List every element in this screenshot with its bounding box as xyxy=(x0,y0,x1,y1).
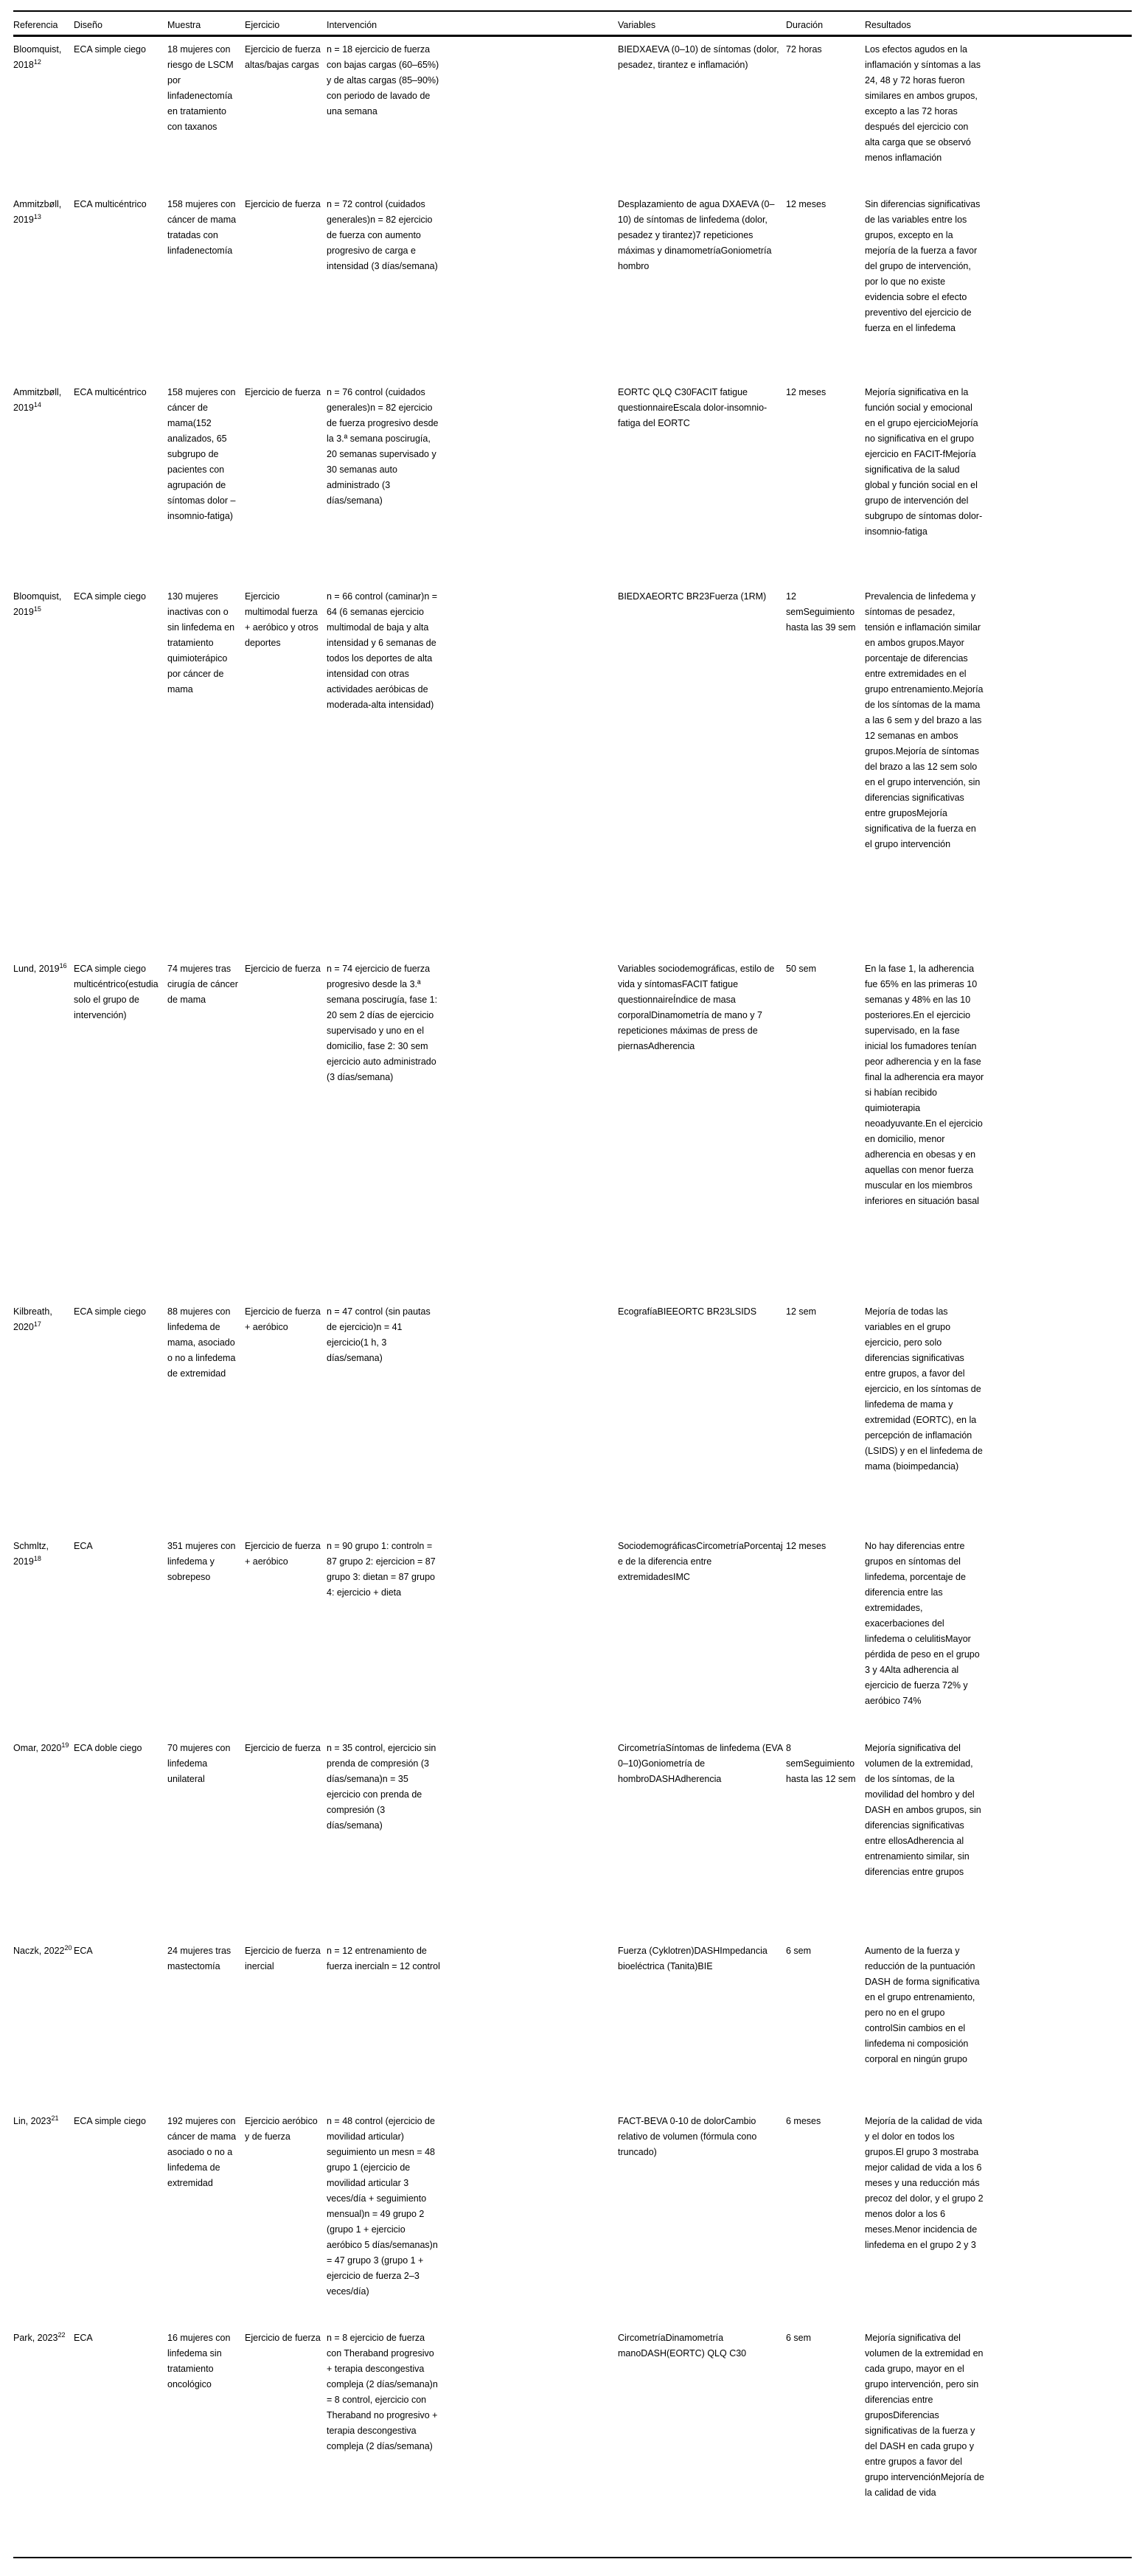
variables-text: SociodemográficasCircometríaPorcentaje de la diferencia entre extremidadesIMC xyxy=(618,1540,783,1582)
cell-muestra xyxy=(167,956,245,1299)
ejercicio-text: Ejercicio aeróbico y de fuerza xyxy=(245,2115,318,2142)
table-row xyxy=(13,956,1132,1299)
cell-referencia xyxy=(13,1299,74,1534)
intervencion-text: n = 90 grupo 1: controln = 87 grupo 2: ejercicion = 87 grupo 3: dietan = 87 grupo 4: ejercicio + dieta xyxy=(327,1540,436,1598)
table-row xyxy=(13,1938,1132,2109)
ejercicio-text: Ejercicio de fuerza + aeróbico xyxy=(245,1540,321,1567)
resultados-text: Los efectos agudos en la inflamación y síntomas a las 24, 48 y 72 horas fueron similares en ambos grupos, excepto a las 72 horas después del ejercicio con alta carga que se observó menos inflamación xyxy=(865,44,981,163)
intervencion-text: n = 48 control (ejercicio de movilidad articular) seguimiento un mesn = 48 grupo 1 (ejercicio de movilidad articular 3 veces/día + seguimiento mensual)n = 49 grupo 2 (grupo 1 + ejercicio aeróbico 5 días/semanas)n = 47 grupo 3 (grupo 1 + ejercicio de fuerza 2–3 veces/día) xyxy=(327,2115,438,2297)
muestra-text: 24 mujeres tras mastectomía xyxy=(167,1945,232,1971)
cell-variables xyxy=(618,1534,786,1736)
muestra-text: 158 mujeres con cáncer de mama tratadas con linfadenectomía xyxy=(167,198,237,256)
muestra-text: 18 mujeres con riesgo de LSCM por linfadenectomía en tratamiento con taxanos xyxy=(167,44,234,132)
cell-variables xyxy=(618,2109,786,2325)
cell-intervencion xyxy=(327,192,618,380)
cell-resultados xyxy=(865,192,1132,380)
cell-resultados xyxy=(865,584,1132,956)
variables-text: CircometríaDinamometría manoDASH(EORTC) QLQ C30 xyxy=(618,2332,747,2359)
variables-text: Fuerza (Cyklotren)DASHImpedancia bioeléctrica (Tanita)BIE xyxy=(618,1945,768,1971)
cell-referencia xyxy=(13,1534,74,1736)
resultados-text: Mejoría significativa del volumen de la extremidad en cada grupo, mayor en el grupo intervención, pero sin diferencias entre gruposDiferencias significativas de la fuerza y del DASH en cada grupo y entre grupos a favor del grupo intervenciónMejoría de la calidad de vida xyxy=(865,2332,984,2498)
column-header-duracion xyxy=(786,11,865,36)
column-header-label: Duración xyxy=(786,20,824,30)
cell-referencia xyxy=(13,1736,74,1938)
muestra-text: 158 mujeres con cáncer de mama(152 analizados, 65 subgrupo de pacientes con agrupación de síntomas dolor – insomnio-fatiga) xyxy=(167,386,236,521)
cell-variables xyxy=(618,2325,786,2558)
variables-text: Variables sociodemográficas, estilo de vida y síntomasFACIT fatigue questionnaireÍndice de masa corporalDinamometría de mano y 7 repeticiones máximas de press de piernasAdherencia xyxy=(618,963,775,1051)
cell-duracion xyxy=(786,1534,865,1736)
reference-superscript: 21 xyxy=(51,2114,59,2122)
cell-muestra xyxy=(167,1736,245,1938)
diseno-text: ECA simple ciego xyxy=(74,44,146,55)
referencia-text: Bloomquist, 2019$^{15}$ xyxy=(13,591,62,617)
column-header-referencia xyxy=(13,11,74,36)
cell-diseno xyxy=(74,192,167,380)
cell-referencia xyxy=(13,2109,74,2325)
ejercicio-text: Ejercicio de fuerza xyxy=(245,386,321,397)
cell-variables xyxy=(618,956,786,1299)
table-row xyxy=(13,2325,1132,2558)
column-header-ejercicio xyxy=(245,11,327,36)
table-row xyxy=(13,380,1132,584)
column-header-variables xyxy=(618,11,786,36)
ejercicio-text: Ejercicio de fuerza xyxy=(245,198,321,209)
cell-ejercicio xyxy=(245,2325,327,2558)
diseno-text: ECA multicéntrico xyxy=(74,198,147,209)
table-head xyxy=(13,11,1132,36)
referencia-text: Schmltz, 2019$^{18}$ xyxy=(13,1540,49,1567)
cell-referencia xyxy=(13,192,74,380)
table-row xyxy=(13,1534,1132,1736)
column-header-label: Referencia xyxy=(13,20,58,30)
cell-diseno xyxy=(74,1534,167,1736)
cell-diseno xyxy=(74,380,167,584)
reference-superscript: 22 xyxy=(58,2330,66,2339)
column-header-label: Diseño xyxy=(74,20,102,30)
cell-muestra xyxy=(167,1938,245,2109)
muestra-text: 70 mujeres con linfedema unilateral xyxy=(167,1742,231,1784)
cell-muestra xyxy=(167,36,245,192)
cell-ejercicio xyxy=(245,36,327,192)
cell-duracion xyxy=(786,192,865,380)
cell-diseno xyxy=(74,584,167,956)
resultados-text: Mejoría de todas las variables en el grupo ejercicio, pero solo diferencias significativas entre grupos, a favor del ejercicio, en los síntomas de linfedema de mama y extremidad (EORTC), en la percepción de inflamación (LSIDS) y en el linfedema de mama (bioimpedancia) xyxy=(865,1306,983,1472)
duracion-text: 12 semSeguimiento hasta las 39 sem xyxy=(786,591,856,633)
cell-variables xyxy=(618,36,786,192)
muestra-text: 192 mujeres con cáncer de mama asociado o no a linfedema de extremidad xyxy=(167,2115,237,2188)
ejercicio-text: Ejercicio de fuerza + aeróbico xyxy=(245,1306,321,1332)
cell-intervencion xyxy=(327,1736,618,1938)
resultados-text: No hay diferencias entre grupos en síntomas del linfedema, porcentaje de diferencia entre las extremidades, exacerbaciones del linfedema o celulitisMayor pérdida de peso en el grupo 3 y 4Alta adherencia al ejercicio de fuerza 72% y aeróbico 74% xyxy=(865,1540,980,1706)
cell-resultados xyxy=(865,956,1132,1299)
muestra-text: 16 mujeres con linfedema sin tratamiento oncológico xyxy=(167,2332,231,2389)
diseno-text: ECA multicéntrico xyxy=(74,386,147,397)
resultados-text: Mejoría significativa en la función social y emocional en el grupo ejercicioMejoría no significativa en el grupo ejercicio en FACIT-fMejoría significativa de la salud global y función social en el grupo de intervención del subgrupo de síntomas dolor-insomnio-fatiga xyxy=(865,386,983,537)
muestra-text: 130 mujeres inactivas con o sin linfedema en tratamiento quimioterápico por cáncer de mama xyxy=(167,591,235,695)
cell-duracion xyxy=(786,2325,865,2558)
reference-superscript: 13 xyxy=(33,212,41,220)
intervencion-text: n = 72 control (cuidados generales)n = 82 ejercicio de fuerza con aumento progresivo de carga e intensidad (3 días/semana) xyxy=(327,198,438,271)
referencia-text: Lund, 2019$^{16}$ xyxy=(13,961,67,974)
cell-ejercicio xyxy=(245,1938,327,2109)
ejercicio-text: Ejercicio de fuerza inercial xyxy=(245,1945,321,1971)
reference-superscript: 18 xyxy=(33,1554,41,1562)
muestra-text: 88 mujeres con linfedema de mama, asociado o no a linfedema de extremidad xyxy=(167,1306,236,1379)
cell-intervencion xyxy=(327,1534,618,1736)
referencia-text: Omar, 2020$^{19}$ xyxy=(13,1741,69,1753)
cell-muestra xyxy=(167,2109,245,2325)
duracion-text: 6 sem xyxy=(786,2332,812,2343)
ejercicio-text: Ejercicio de fuerza altas/bajas cargas xyxy=(245,44,321,70)
variables-text: BIEDXAEVA (0–10) de síntomas (dolor, pesadez, tirantez e inflamación) xyxy=(618,44,779,70)
duracion-text: 6 meses xyxy=(786,2115,821,2126)
column-header-resultados xyxy=(865,11,1132,36)
referencia-text: Lin, 2023$^{21}$ xyxy=(13,2114,59,2126)
variables-text: FACT-BEVA 0-10 de dolorCambio relativo de volumen (fórmula cono truncado) xyxy=(618,2115,757,2157)
table-row xyxy=(13,1736,1132,1938)
referencia-text: Ammitzbøll, 2019$^{14}$ xyxy=(13,386,62,413)
diseno-text: ECA xyxy=(74,1540,93,1551)
duracion-text: 12 meses xyxy=(786,386,826,397)
intervencion-text: n = 8 ejercicio de fuerza con Theraband progresivo + terapia descongestiva compleja (2 días/semana)n = 8 control, ejercicio con Theraband no progresivo + terapia descongestiva compleja (2 días/semana) xyxy=(327,2332,438,2451)
cell-diseno xyxy=(74,1299,167,1534)
duracion-text: 72 horas xyxy=(786,44,822,55)
referencia-text: Ammitzbøll, 2019$^{13}$ xyxy=(13,198,62,225)
table-row xyxy=(13,1299,1132,1534)
cell-duracion xyxy=(786,380,865,584)
cell-ejercicio xyxy=(245,192,327,380)
cell-resultados xyxy=(865,2109,1132,2325)
diseno-text: ECA simple ciego xyxy=(74,1306,146,1317)
column-header-label: Muestra xyxy=(167,20,201,30)
column-header-intervencion xyxy=(327,11,618,36)
intervencion-text: n = 66 control (caminar)n = 64 (6 semanas ejercicio multimodal de baja y alta intensidad y 6 semanas de todos los deportes de alta intensidad con otras actividades aeróbicas de moderada-alta intensidad) xyxy=(327,591,438,710)
ejercicio-text: Ejercicio de fuerza xyxy=(245,2332,321,2343)
diseno-text: ECA simple ciego multicéntrico(estudia solo el grupo de intervención) xyxy=(74,963,159,1020)
resultados-text: Prevalencia de linfedema y síntomas de pesadez, tensión e inflamación similar en ambos grupos.Mayor porcentaje de diferencias entre extremidades en el grupo entrenamiento.Mejoría de los síntomas de la mama a las 6 sem y del brazo a las 12 semanas en ambos grupos.Mejoría de síntomas del brazo a las 12 sem solo en el grupo intervención, sin diferencias significativas entre gruposMejoría significativa de la fuerza en el grupo intervención xyxy=(865,591,984,849)
duracion-text: 12 sem xyxy=(786,1306,816,1317)
cell-intervencion xyxy=(327,1938,618,2109)
diseno-text: ECA xyxy=(74,2332,93,2343)
cell-duracion xyxy=(786,956,865,1299)
diseno-text: ECA doble ciego xyxy=(74,1742,142,1753)
cell-ejercicio xyxy=(245,956,327,1299)
variables-text: BIEDXAEORTC BR23Fuerza (1RM) xyxy=(618,591,767,602)
cell-variables xyxy=(618,192,786,380)
intervencion-text: n = 47 control (sin pautas de ejercicio)n = 41 ejercicio(1 h, 3 días/semana) xyxy=(327,1306,431,1363)
cell-duracion xyxy=(786,1938,865,2109)
cell-intervencion xyxy=(327,956,618,1299)
reference-superscript: 16 xyxy=(59,961,67,970)
studies-table xyxy=(13,10,1132,2558)
cell-resultados xyxy=(865,1736,1132,1938)
column-header-label: Resultados xyxy=(865,20,911,30)
cell-ejercicio xyxy=(245,1534,327,1736)
resultados-text: En la fase 1, la adherencia fue 65% en las primeras 10 semanas y 48% en las 10 posteriores.En el ejercicio supervisado, en la fase inicial los fumadores tenían peor adherencia y en la fase final la adherencia era mayor si habían recibido quimioterapia neoadyuvante.En el ejercicio en domicilio, menor adherencia en obesas y en aquellas con menor fuerza muscular en los miembros inferiores en situación basal xyxy=(865,963,984,1206)
duracion-text: 12 meses xyxy=(786,1540,826,1551)
cell-diseno xyxy=(74,956,167,1299)
resultados-text: Mejoría significativa del volumen de la extremidad, de los síntomas, de la movilidad del hombro y del DASH en ambos grupos, sin diferencias significativas entre ellosAdherencia al entrenamiento similar, sin diferencias entre grupos xyxy=(865,1742,981,1877)
cell-intervencion xyxy=(327,380,618,584)
cell-muestra xyxy=(167,584,245,956)
cell-resultados xyxy=(865,1299,1132,1534)
cell-diseno xyxy=(74,2325,167,2558)
column-header-label: Variables xyxy=(618,20,656,30)
cell-referencia xyxy=(13,584,74,956)
cell-intervencion xyxy=(327,2325,618,2558)
reference-superscript: 15 xyxy=(33,605,41,613)
cell-intervencion xyxy=(327,1299,618,1534)
referencia-text: Park, 2023$^{22}$ xyxy=(13,2330,66,2343)
cell-muestra xyxy=(167,1299,245,1534)
cell-variables xyxy=(618,1938,786,2109)
cell-duracion xyxy=(786,1299,865,1534)
intervencion-text: n = 76 control (cuidados generales)n = 82 ejercicio de fuerza progresivo desde la 3.ª semana poscirugía, 20 semanas supervisado y 30 semanas auto administrado (3 días/semana) xyxy=(327,386,439,506)
table-row xyxy=(13,584,1132,956)
cell-duracion xyxy=(786,584,865,956)
cell-muestra xyxy=(167,2325,245,2558)
cell-referencia xyxy=(13,956,74,1299)
ejercicio-text: Ejercicio de fuerza xyxy=(245,1742,321,1753)
muestra-text: 351 mujeres con linfedema y sobrepeso xyxy=(167,1540,236,1582)
cell-diseno xyxy=(74,1938,167,2109)
cell-intervencion xyxy=(327,36,618,192)
column-header-muestra xyxy=(167,11,245,36)
cell-ejercicio xyxy=(245,2109,327,2325)
cell-variables xyxy=(618,1736,786,1938)
duracion-text: 6 sem xyxy=(786,1945,812,1956)
cell-resultados xyxy=(865,36,1132,192)
variables-text: EcografíaBIEEORTC BR23LSIDS xyxy=(618,1306,757,1317)
cell-resultados xyxy=(865,380,1132,584)
ejercicio-text: Ejercicio multimodal fuerza + aeróbico y otros deportes xyxy=(245,591,319,648)
cell-muestra xyxy=(167,1534,245,1736)
resultados-text: Sin diferencias significativas de las variables entre los grupos, excepto en la mejoría de la fuerza a favor del grupo de intervención, por lo que no existe evidencia sobre el efecto preventivo del ejercicio de fuerza en el linfedema xyxy=(865,198,981,333)
cell-ejercicio xyxy=(245,380,327,584)
table-row xyxy=(13,192,1132,380)
diseno-text: ECA simple ciego xyxy=(74,591,146,602)
cell-referencia xyxy=(13,1938,74,2109)
duracion-text: 50 sem xyxy=(786,963,816,974)
cell-variables xyxy=(618,584,786,956)
cell-referencia xyxy=(13,2325,74,2558)
variables-text: EORTC QLQ C30FACIT fatigue questionnaireEscala dolor-insomnio-fatiga del EORTC xyxy=(618,386,768,428)
cell-resultados xyxy=(865,1534,1132,1736)
cell-diseno xyxy=(74,2109,167,2325)
intervencion-text: n = 35 control, ejercicio sin prenda de compresión (3 días/semana)n = 35 ejercicio con prenda de compresión (3 días/semana) xyxy=(327,1742,436,1831)
diseno-text: ECA simple ciego xyxy=(74,2115,146,2126)
cell-ejercicio xyxy=(245,1299,327,1534)
cell-intervencion xyxy=(327,2109,618,2325)
column-header-diseno xyxy=(74,11,167,36)
reference-superscript: 14 xyxy=(33,400,41,408)
variables-text: CircometríaSíntomas de linfedema (EVA 0–10)Goniometría de hombroDASHAdherencia xyxy=(618,1742,783,1784)
table-row xyxy=(13,2109,1132,2325)
reference-superscript: 19 xyxy=(61,1741,69,1749)
muestra-text: 74 mujeres tras cirugía de cáncer de mama xyxy=(167,963,238,1005)
cell-duracion xyxy=(786,36,865,192)
cell-referencia xyxy=(13,380,74,584)
cell-variables xyxy=(618,1299,786,1534)
cell-duracion xyxy=(786,2109,865,2325)
intervencion-text: n = 74 ejercicio de fuerza progresivo desde la 3.ª semana poscirugía, fase 1: 20 sem 2 días de ejercicio supervisado y uno en el domicilio, fase 2: 30 sem ejercicio auto administrado (3 días/semana) xyxy=(327,963,438,1082)
cell-ejercicio xyxy=(245,1736,327,1938)
cell-variables xyxy=(618,380,786,584)
referencia-text: Kilbreath, 2020$^{17}$ xyxy=(13,1306,52,1332)
cell-resultados xyxy=(865,2325,1132,2558)
reference-superscript: 20 xyxy=(64,1943,72,1952)
intervencion-text: n = 18 ejercicio de fuerza con bajas cargas (60–65%) y de altas cargas (85–90%) con periodo de lavado de una semana xyxy=(327,44,439,116)
reference-superscript: 12 xyxy=(33,58,41,66)
variables-text: Desplazamiento de agua DXAEVA (0–10) de síntomas de linfedema (dolor, pesadez y tirantez)7 repeticiones máximas y dinamometríaGoniometría hombro xyxy=(618,198,775,271)
cell-muestra xyxy=(167,192,245,380)
cell-ejercicio xyxy=(245,584,327,956)
diseno-text: ECA xyxy=(74,1945,93,1956)
cell-diseno xyxy=(74,36,167,192)
referencia-text: Bloomquist, 2018$^{12}$ xyxy=(13,44,62,70)
duracion-text: 12 meses xyxy=(786,198,826,209)
table-row xyxy=(13,36,1132,192)
header-row xyxy=(13,11,1132,36)
resultados-text: Aumento de la fuerza y reducción de la puntuación DASH de forma significativa en el grupo entrenamiento, pero no en el grupo controlSin cambios en el linfedema ni composición corporal en ningún grupo xyxy=(865,1945,980,2064)
intervencion-text: n = 12 entrenamiento de fuerza inercialn = 12 control xyxy=(327,1945,440,1971)
cell-duracion xyxy=(786,1736,865,1938)
column-header-label: Ejercicio xyxy=(245,20,280,30)
cell-resultados xyxy=(865,1938,1132,2109)
cell-diseno xyxy=(74,1736,167,1938)
reference-superscript: 17 xyxy=(33,1320,41,1328)
column-header-label: Intervención xyxy=(327,20,377,30)
ejercicio-text: Ejercicio de fuerza xyxy=(245,963,321,974)
cell-intervencion xyxy=(327,584,618,956)
cell-referencia xyxy=(13,36,74,192)
duracion-text: 8 semSeguimiento hasta las 12 sem xyxy=(786,1742,856,1784)
table-body xyxy=(13,36,1132,2558)
resultados-text: Mejoría de la calidad de vida y el dolor en todos los grupos.El grupo 3 mostraba mejor calidad de vida a los 6 meses y una reducción más precoz del dolor, y el grupo 2 menos dolor a los 6 meses.Menor incidencia de linfedema en el grupo 2 y 3 xyxy=(865,2115,984,2250)
referencia-text: Naczk, 2022$^{20}$ xyxy=(13,1943,72,1956)
cell-muestra xyxy=(167,380,245,584)
